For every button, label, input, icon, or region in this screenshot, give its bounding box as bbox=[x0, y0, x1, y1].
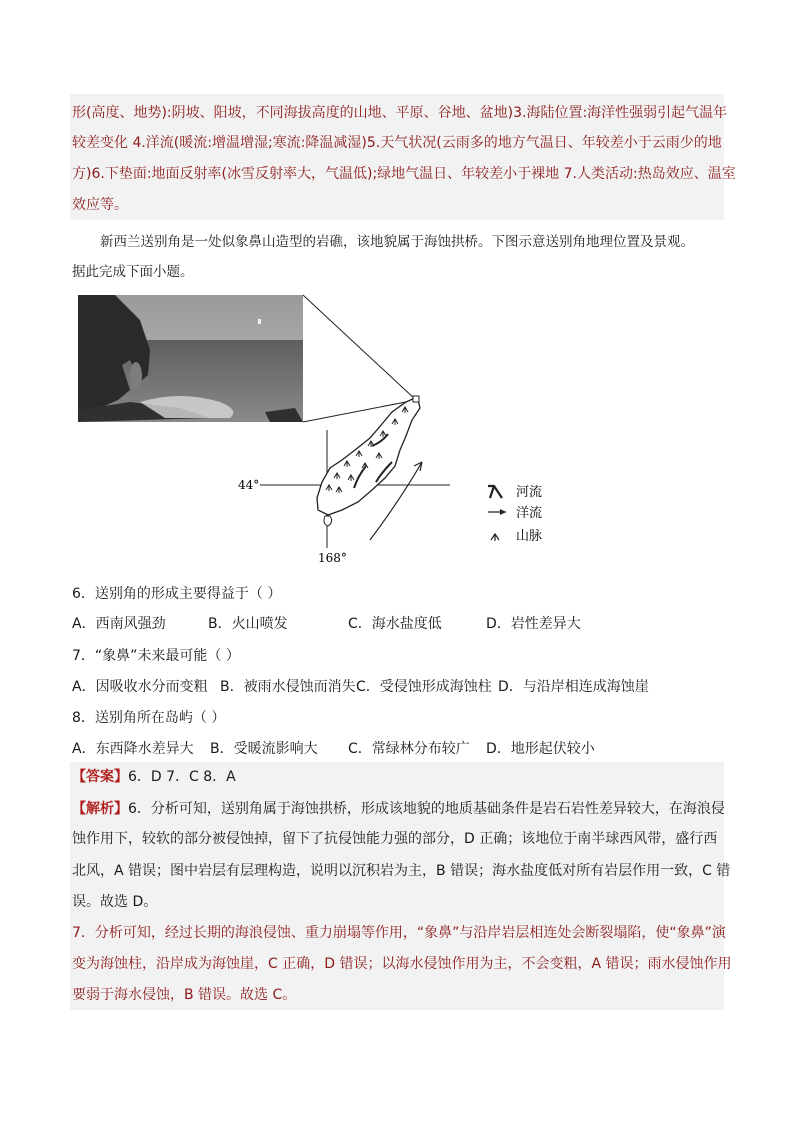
landscape-photo bbox=[78, 295, 303, 422]
analysis-line: 要弱于海水侵蚀，B 错误。故选 C。 bbox=[72, 987, 297, 1003]
legend-label-mountain: 山脉 bbox=[516, 529, 543, 544]
option: A．因吸收水分而变粗 bbox=[72, 679, 208, 695]
analysis-label: 【解析】 bbox=[72, 801, 128, 817]
intro-text: 新西兰送别角是一处似象鼻山造型的岩礁，该地貌属于海蚀拱桥。下图示意送别角地理位置及景观。 bbox=[100, 234, 694, 250]
option: D．岩性差异大 bbox=[486, 616, 581, 632]
answer-text: 6．D 7．C 8．A bbox=[128, 769, 236, 785]
option: B．火山喷发 bbox=[208, 616, 288, 632]
analysis-text: 6．分析可知，送别角属于海蚀拱桥，形成该地貌的地质基础条件是岩石岩性差异较大，在海浪侵 bbox=[128, 801, 725, 817]
question-stem: 6．送别角的形成主要得益于（ ） bbox=[72, 586, 282, 602]
option: D．与沿岸相连成海蚀崖 bbox=[498, 679, 649, 695]
answer-line bbox=[72, 767, 236, 787]
question-stem: 7．“象鼻”未来最可能（ ） bbox=[72, 648, 240, 664]
explanation-line: 较差变化 4.洋流(暖流:增温增湿;寒流:降温减湿)5.天气状况(云雨多的地方气温日、年较差小于云雨少的地 bbox=[72, 135, 722, 151]
question-stem: 8．送别角所在岛屿（ ） bbox=[72, 710, 226, 726]
option: B．被雨水侵蚀而消失 bbox=[220, 679, 356, 695]
mountain-icon bbox=[491, 534, 499, 541]
option: C．常绿林分布较广 bbox=[348, 741, 470, 757]
analysis-line: 蚀作用下，较软的部分被侵蚀掉，留下了抗侵蚀能力强的部分，D 正确；该地位于南半球西风带，盛行西 bbox=[72, 831, 718, 847]
island-map bbox=[317, 396, 420, 526]
option: A．东西降水差异大 bbox=[72, 741, 194, 757]
option: B．受暖流影响大 bbox=[210, 741, 318, 757]
latitude-label: 44° bbox=[238, 478, 260, 492]
analysis-line: 误。故选 D。 bbox=[72, 894, 158, 910]
explanation-line: 效应等。 bbox=[72, 197, 128, 213]
legend-label-current: 洋流 bbox=[516, 506, 543, 521]
intro-text: 据此完成下面小题。 bbox=[72, 264, 194, 280]
explanation-line: 方)6.下垫面:地面反射率(冰雪反射率大，气温低);绿地气温日、年较差小于裸地 7.人类活动:热岛效应、温室 bbox=[72, 166, 736, 182]
analysis-line: 变为海蚀柱，沿岸成为海蚀崖，C 正确，D 错误；以海水侵蚀作用为主，不会变粗，A 错误；雨水侵蚀作用 bbox=[72, 956, 732, 972]
longitude-label: 168° bbox=[318, 551, 347, 565]
figure-map-photo bbox=[70, 290, 590, 575]
option: C．海水盐度低 bbox=[348, 616, 442, 632]
legend bbox=[488, 484, 542, 544]
analysis-line bbox=[72, 799, 725, 819]
analysis-line: 7．分析可知，经过长期的海浪侵蚀、重力崩塌等作用，“象鼻”与沿岸岩层相连处会断裂塌陷，使“象鼻”演 bbox=[72, 925, 726, 941]
option: A．西南风强劲 bbox=[72, 616, 166, 632]
option: C．受侵蚀形成海蚀柱 bbox=[356, 679, 492, 695]
option: D．地形起伏较小 bbox=[486, 741, 595, 757]
river-icon bbox=[488, 486, 502, 498]
answer-label: 【答案】 bbox=[72, 769, 128, 785]
legend-label-river: 河流 bbox=[516, 485, 543, 500]
analysis-line: 北风，A 错误；图中岩层有层理构造，说明以沉积岩为主，B 错误；海水盐度低对所有岩层作用一致，C 错 bbox=[72, 863, 731, 879]
explanation-line: 形(高度、地势):阴坡、阳坡，不同海拔高度的山地、平原、谷地、盆地)3.海陆位置:海洋性强弱引起气温年 bbox=[72, 105, 728, 121]
